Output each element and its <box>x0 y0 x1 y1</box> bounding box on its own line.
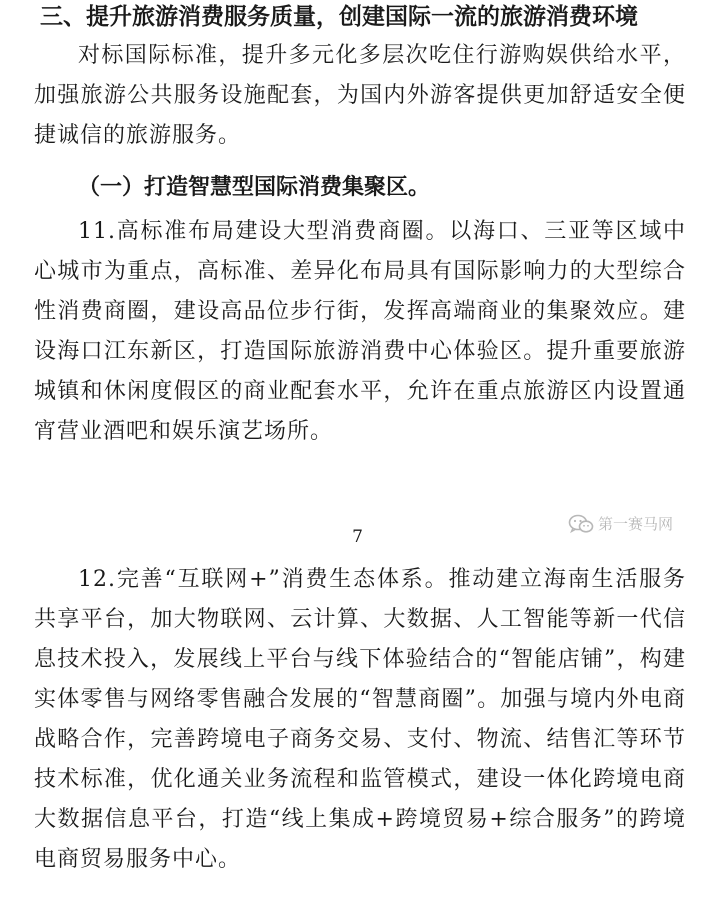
section-intro-paragraph: 对标国际标准，提升多元化多层次吃住行游购娱供给水平，加强旅游公共服务设施配套，为国内外游客提供更加舒适安全便捷诚信的旅游服务。 <box>34 43 686 148</box>
page-number: 7 <box>352 527 363 547</box>
watermark-text: 第一赛马网 <box>598 515 674 533</box>
wechat-icon <box>568 514 594 534</box>
paragraph-item-12: 12.完善“互联网+”消费生态体系。推动建立海南生活服务共享平台，加大物联网、云计算、大数据、人工智能等新一代信息技术投入，发展线上平台与线下体验结合的“智能店铺”，构建实体零售与网络零售融合发展的“智慧商圈”。加强与境内外电商战略合作，完善跨境电子商务交易、支付、物流、结售汇等环节技术标准，优化通关业务流程和监管模式，建设一体化跨境电商大数据信息平台，打造“线上集成+跨境贸易+综合服务”的跨境电商贸易服务中心。 <box>34 567 686 872</box>
subsection-heading: （一）打造智慧型国际消费集聚区。 <box>78 175 431 200</box>
section-heading: 三、提升旅游消费服务质量，创建国际一流的旅游消费环境 <box>40 4 638 30</box>
paragraph-item-11: 11.高标准布局建设大型消费商圈。以海口、三亚等区域中心城市为重点，高标准、差异化布局具有国际影响力的大型综合性消费商圈，建设高品位步行街，发挥高端商业的集聚效应。建设海口江东新区，打造国际旅游消费中心体验区。提升重要旅游城镇和休闲度假区的商业配套水平，允许在重点旅游区内设置通宵营业酒吧和娱乐演艺场所。 <box>34 219 686 444</box>
watermark <box>568 514 673 534</box>
